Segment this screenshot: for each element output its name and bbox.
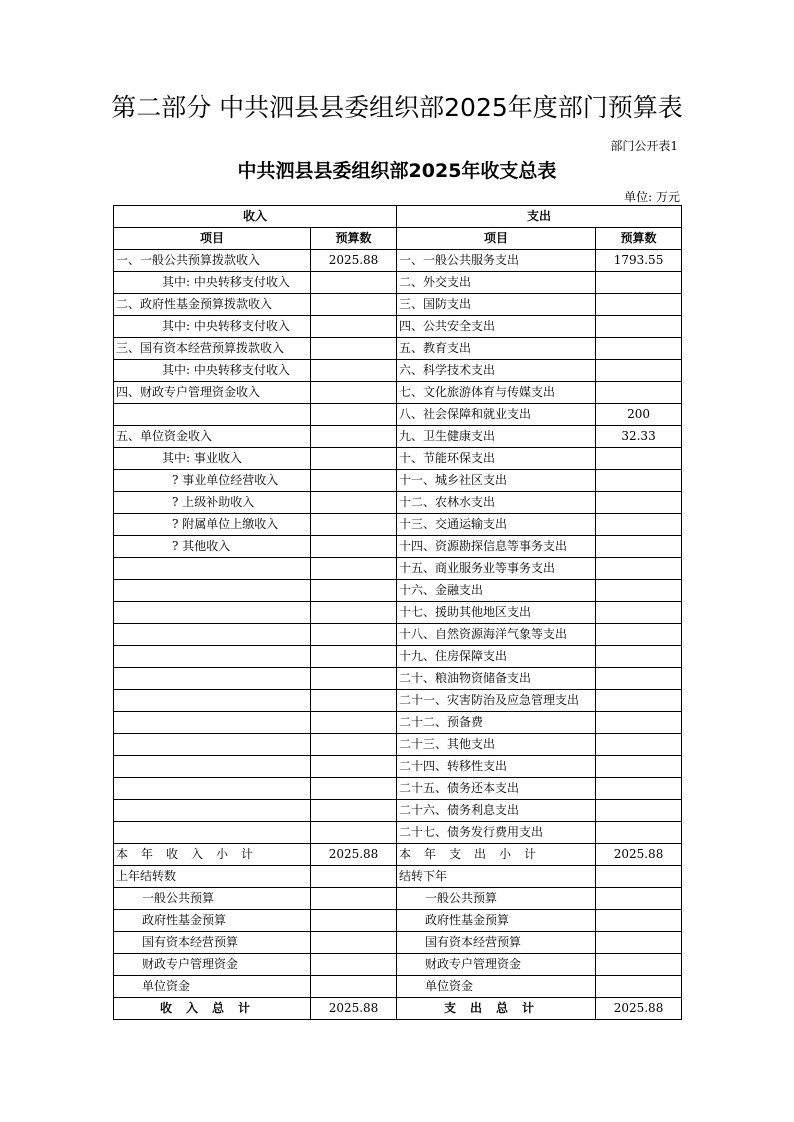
table-row [114, 756, 682, 778]
expense-item: 六、科学技术支出 [397, 360, 596, 382]
carry-detail-row [114, 954, 682, 976]
income-amount [311, 822, 397, 844]
income-amount [311, 382, 397, 404]
table-row [114, 558, 682, 580]
table-row [114, 646, 682, 668]
income-item: 五、单位资金收入 [114, 426, 311, 448]
income-item-header: 项目 [114, 228, 311, 250]
income-amount [311, 580, 397, 602]
table-row [114, 624, 682, 646]
expense-carry-item-amount [596, 910, 682, 932]
expense-amount [596, 492, 682, 514]
expense-item: 九、卫生健康支出 [397, 426, 596, 448]
expense-item: 十一、城乡社区支出 [397, 470, 596, 492]
income-item: 其中: 中央转移支付收入 [114, 272, 311, 294]
table-row [114, 294, 682, 316]
income-amount [311, 294, 397, 316]
expense-amount [596, 338, 682, 360]
income-amount [311, 338, 397, 360]
income-carry-amount [311, 866, 397, 888]
expense-amount [596, 712, 682, 734]
income-item [114, 712, 311, 734]
income-amount [311, 624, 397, 646]
income-item: ? 事业单位经营收入 [114, 470, 311, 492]
income-amount [311, 558, 397, 580]
income-item: ? 附属单位上缴收入 [114, 514, 311, 536]
income-amount [311, 690, 397, 712]
income-amount [311, 536, 397, 558]
income-carry-item-amount [311, 910, 397, 932]
table-row [114, 514, 682, 536]
expense-amount [596, 668, 682, 690]
expense-amount: 32.33 [596, 426, 682, 448]
income-carry-item: 单位资金 [114, 976, 311, 998]
income-amount [311, 734, 397, 756]
expense-carry-amount [596, 866, 682, 888]
table-row [114, 470, 682, 492]
table-row [114, 800, 682, 822]
table-row [114, 668, 682, 690]
income-item [114, 734, 311, 756]
table-row [114, 822, 682, 844]
expense-carry-item-amount [596, 888, 682, 910]
income-item [114, 690, 311, 712]
table-row [114, 316, 682, 338]
expense-total-amount: 2025.88 [596, 998, 682, 1020]
unit-label: 单位: 万元 [624, 190, 680, 204]
expense-subtotal-label: 本年支出小计 [397, 844, 596, 866]
table-row [114, 382, 682, 404]
table-title: 中共泗县县委组织部2025年收支总表 [237, 160, 557, 182]
income-carry-item: 国有资本经营预算 [114, 932, 311, 954]
income-item [114, 602, 311, 624]
expense-amount [596, 382, 682, 404]
expense-amount [596, 646, 682, 668]
table-row [114, 778, 682, 800]
income-carry-label: 上年结转数 [114, 866, 311, 888]
expense-carry-label: 结转下年 [397, 866, 596, 888]
expense-item: 二十二、预备费 [397, 712, 596, 734]
expense-item: 四、公共安全支出 [397, 316, 596, 338]
income-item: 四、财政专户管理资金收入 [114, 382, 311, 404]
expense-item: 二十六、债务利息支出 [397, 800, 596, 822]
expense-carry-item: 财政专户管理资金 [397, 954, 596, 976]
expense-amount [596, 272, 682, 294]
income-subtotal-amount: 2025.88 [311, 844, 397, 866]
expense-item: 二、外交支出 [397, 272, 596, 294]
expense-item: 二十七、债务发行费用支出 [397, 822, 596, 844]
expense-item: 二十、粮油物资储备支出 [397, 668, 596, 690]
expense-amount [596, 360, 682, 382]
income-amount [311, 448, 397, 470]
income-amount [311, 360, 397, 382]
expense-item: 二十四、转移性支出 [397, 756, 596, 778]
income-amount [311, 272, 397, 294]
income-amount [311, 668, 397, 690]
carry-detail-row [114, 910, 682, 932]
income-item: ? 上级补助收入 [114, 492, 311, 514]
page-title: 第二部分 中共泗县县委组织部2025年度部门预算表 [111, 93, 683, 122]
expense-amount [596, 580, 682, 602]
expense-total-label: 支出总计 [397, 998, 596, 1020]
income-amount: 2025.88 [311, 250, 397, 272]
table-row [114, 712, 682, 734]
table-row [114, 492, 682, 514]
expense-amount [596, 514, 682, 536]
income-item: 二、政府性基金预算拨款收入 [114, 294, 311, 316]
expense-amount [596, 294, 682, 316]
income-amount [311, 426, 397, 448]
expense-carry-item: 一般公共预算 [397, 888, 596, 910]
expense-item: 五、教育支出 [397, 338, 596, 360]
expense-item: 一、一般公共服务支出 [397, 250, 596, 272]
table-row [114, 338, 682, 360]
carry-detail-row [114, 976, 682, 998]
expense-carry-item-amount [596, 976, 682, 998]
table-row [114, 404, 682, 426]
income-carry-item: 财政专户管理资金 [114, 954, 311, 976]
income-item [114, 822, 311, 844]
expense-amount [596, 734, 682, 756]
expense-item: 二十一、灾害防治及应急管理支出 [397, 690, 596, 712]
expense-amount [596, 756, 682, 778]
income-item [114, 624, 311, 646]
income-amount [311, 756, 397, 778]
total-row [114, 998, 682, 1020]
expense-amount [596, 448, 682, 470]
income-item [114, 404, 311, 426]
expense-carry-item-amount [596, 932, 682, 954]
expense-item: 十五、商业服务业等事务支出 [397, 558, 596, 580]
expense-item: 十、节能环保支出 [397, 448, 596, 470]
income-header: 收入 [114, 206, 397, 228]
income-item: 一、一般公共预算拨款收入 [114, 250, 311, 272]
expense-item: 七、文化旅游体育与传媒支出 [397, 382, 596, 404]
expense-amount [596, 624, 682, 646]
income-budget-header: 预算数 [311, 228, 397, 250]
income-item [114, 668, 311, 690]
expense-budget-header: 预算数 [596, 228, 682, 250]
carry-detail-row [114, 888, 682, 910]
table-row [114, 272, 682, 294]
income-amount [311, 646, 397, 668]
income-item: 其中: 中央转移支付收入 [114, 360, 311, 382]
expense-amount: 1793.55 [596, 250, 682, 272]
income-carry-item-amount [311, 932, 397, 954]
expense-amount [596, 778, 682, 800]
income-amount [311, 316, 397, 338]
carry-row [114, 866, 682, 888]
income-item [114, 646, 311, 668]
income-total-label: 收入总计 [114, 998, 311, 1020]
table-row [114, 448, 682, 470]
table-row [114, 602, 682, 624]
expense-carry-item: 单位资金 [397, 976, 596, 998]
income-item [114, 800, 311, 822]
table-row [114, 734, 682, 756]
income-carry-item-amount [311, 888, 397, 910]
expense-item: 十八、自然资源海洋气象等支出 [397, 624, 596, 646]
carry-detail-row [114, 932, 682, 954]
income-amount [311, 712, 397, 734]
income-carry-item: 政府性基金预算 [114, 910, 311, 932]
expense-item-header: 项目 [397, 228, 596, 250]
expense-amount [596, 690, 682, 712]
income-item: 三、国有资本经营预算拨款收入 [114, 338, 311, 360]
table-row [114, 536, 682, 558]
income-amount [311, 602, 397, 624]
income-item [114, 558, 311, 580]
expense-carry-item: 政府性基金预算 [397, 910, 596, 932]
income-total-amount: 2025.88 [311, 998, 397, 1020]
expense-amount [596, 800, 682, 822]
expense-item: 十六、金融支出 [397, 580, 596, 602]
income-amount [311, 778, 397, 800]
expense-amount [596, 470, 682, 492]
table-row [114, 690, 682, 712]
income-amount [311, 514, 397, 536]
expense-header: 支出 [397, 206, 682, 228]
expense-amount [596, 316, 682, 338]
expense-item: 二十五、债务还本支出 [397, 778, 596, 800]
expense-amount: 200 [596, 404, 682, 426]
expense-item: 八、社会保障和就业支出 [397, 404, 596, 426]
income-subtotal-label: 本年收入小计 [114, 844, 311, 866]
expense-carry-item-amount [596, 954, 682, 976]
income-carry-item-amount [311, 954, 397, 976]
expense-item: 三、国防支出 [397, 294, 596, 316]
expense-amount [596, 536, 682, 558]
table-row [114, 580, 682, 602]
table-number: 部门公开表1 [610, 139, 678, 153]
expense-amount [596, 558, 682, 580]
income-amount [311, 404, 397, 426]
income-item [114, 778, 311, 800]
expense-item: 二十三、其他支出 [397, 734, 596, 756]
income-amount [311, 492, 397, 514]
expense-item: 十九、住房保障支出 [397, 646, 596, 668]
expense-amount [596, 602, 682, 624]
income-carry-item-amount [311, 976, 397, 998]
expense-item: 十三、交通运输支出 [397, 514, 596, 536]
expense-subtotal-amount: 2025.88 [596, 844, 682, 866]
income-amount [311, 800, 397, 822]
income-item [114, 756, 311, 778]
expense-carry-item: 国有资本经营预算 [397, 932, 596, 954]
income-item [114, 580, 311, 602]
table-row [114, 360, 682, 382]
income-item: 其中: 中央转移支付收入 [114, 316, 311, 338]
table-row [114, 250, 682, 272]
income-item: 其中: 事业收入 [114, 448, 311, 470]
income-item: ? 其他收入 [114, 536, 311, 558]
subtotal-row [114, 844, 682, 866]
table-row [114, 426, 682, 448]
expense-item: 十七、援助其他地区支出 [397, 602, 596, 624]
income-amount [311, 470, 397, 492]
budget-table [113, 205, 682, 1020]
expense-item: 十四、资源勘探信息等事务支出 [397, 536, 596, 558]
expense-amount [596, 822, 682, 844]
income-carry-item: 一般公共预算 [114, 888, 311, 910]
expense-item: 十二、农林水支出 [397, 492, 596, 514]
